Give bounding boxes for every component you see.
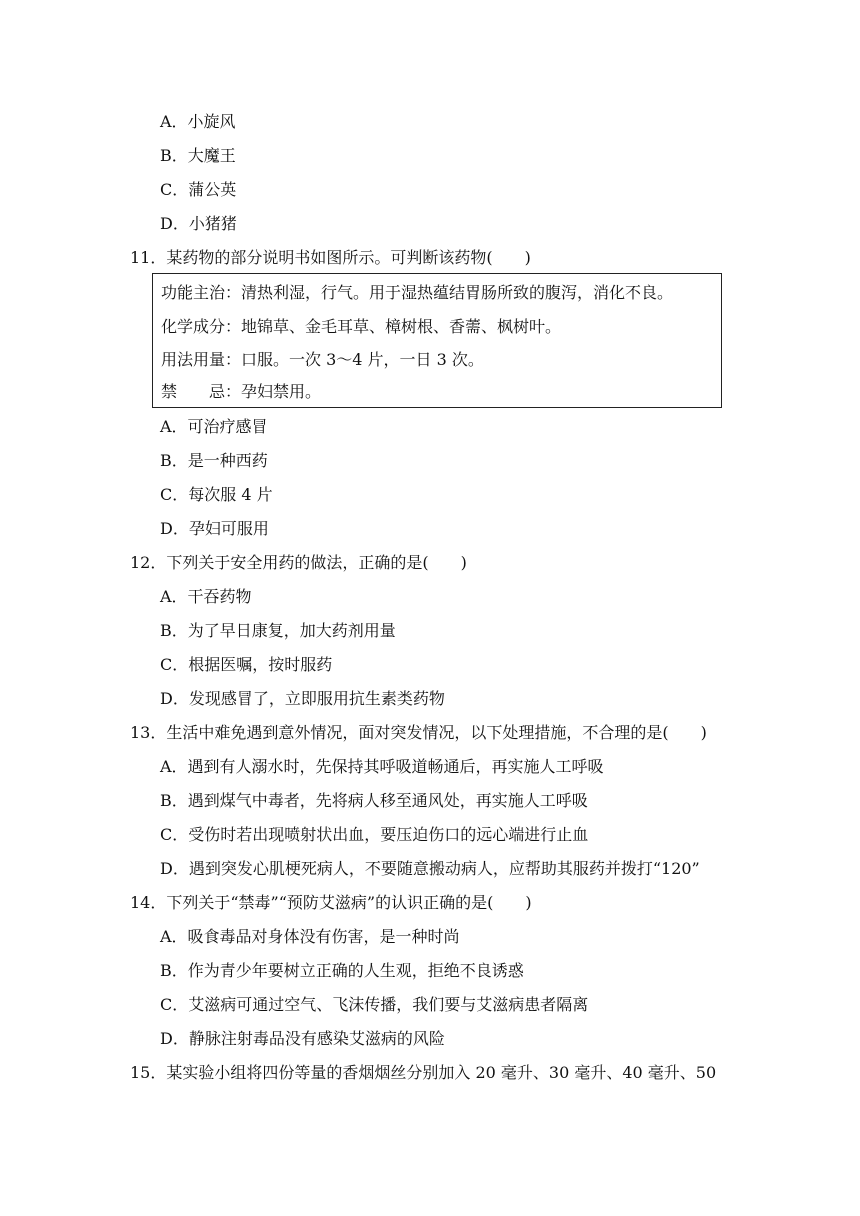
option-b: B．作为青少年要树立正确的人生观，拒绝不良诱惑	[160, 961, 524, 980]
option-a: A．可治疗感冒	[160, 417, 268, 436]
question-13-stem: 13．生活中难免遇到意外情况，面对突发情况，以下处理措施，不合理的是( )	[130, 723, 707, 742]
box-line-ingredients: 化学成分：地锦草、金毛耳草、樟树根、香薷、枫树叶。	[161, 317, 562, 336]
box-line-dosage: 用法用量：口服。一次 3～4 片，一日 3 次。	[161, 350, 484, 369]
option-a: A．小旋风	[160, 112, 236, 131]
drug-instruction-box	[152, 273, 722, 408]
option-b: B．为了早日康复，加大药剂用量	[160, 621, 396, 640]
option-d: D．孕妇可服用	[160, 519, 269, 538]
question-15-stem: 15．某实验小组将四份等量的香烟烟丝分别加入 20 毫升、30 毫升、40 毫升、50	[130, 1063, 717, 1082]
option-d: D．遇到突发心肌梗死病人，不要随意搬动病人，应帮助其服药并拨打“120”	[160, 859, 700, 878]
question-14-stem: 14．下列关于“禁毒”“预防艾滋病”的认识正确的是( )	[130, 893, 532, 912]
option-c: C．艾滋病可通过空气、飞沫传播，我们要与艾滋病患者隔离	[160, 995, 589, 1014]
option-d: D．静脉注射毒品没有感染艾滋病的风险	[160, 1029, 445, 1048]
option-c: C．蒲公英	[160, 180, 237, 199]
option-b: B．遇到煤气中毒者，先将病人移至通风处，再实施人工呼吸	[160, 791, 588, 810]
box-line-function: 功能主治：清热利湿，行气。用于湿热蕴结胃肠所致的腹泻，消化不良。	[161, 283, 674, 302]
option-c: C．受伤时若出现喷射状出血，要压迫伤口的远心端进行止血	[160, 825, 589, 844]
option-a: A．干吞药物	[160, 587, 252, 606]
option-c: C．每次服 4 片	[160, 485, 273, 504]
question-11-stem: 11．某药物的部分说明书如图所示。可判断该药物( )	[130, 248, 531, 267]
option-b: B．是一种西药	[160, 451, 268, 470]
option-b: B．大魔王	[160, 146, 236, 165]
option-d: D．小猪猪	[160, 214, 237, 233]
option-d: D．发现感冒了，立即服用抗生素类药物	[160, 689, 445, 708]
option-c: C．根据医嘱，按时服药	[160, 655, 333, 674]
option-a: A．吸食毒品对身体没有伤害，是一种时尚	[160, 927, 460, 946]
box-line-contraindication: 禁 忌：孕妇禁用。	[161, 382, 322, 401]
option-a: A．遇到有人溺水时，先保持其呼吸道畅通后，再实施人工呼吸	[160, 757, 604, 776]
question-12-stem: 12．下列关于安全用药的做法，正确的是( )	[130, 553, 467, 572]
